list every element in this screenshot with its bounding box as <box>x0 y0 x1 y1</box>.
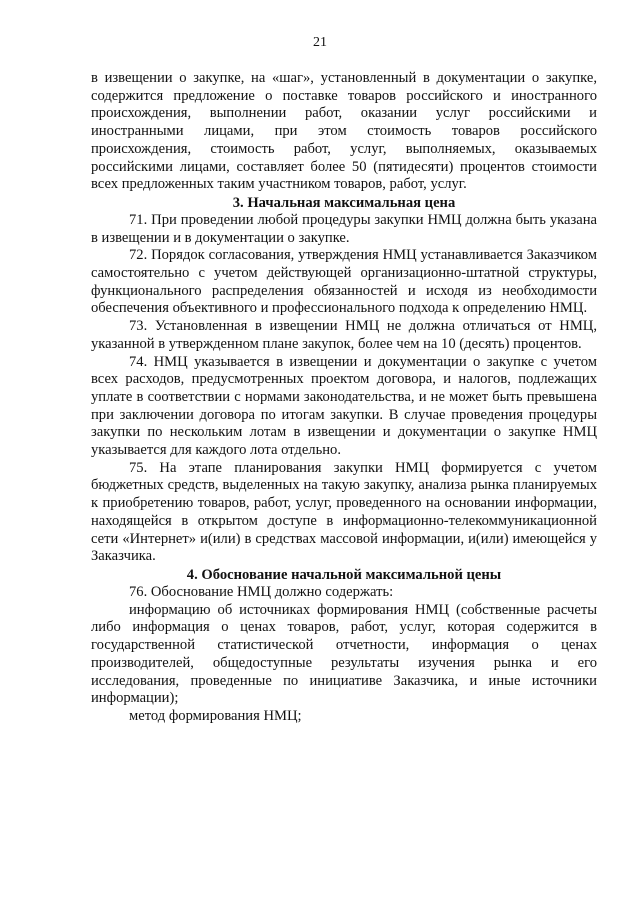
page-number: 21 <box>313 35 327 50</box>
paragraph-71: 71. При проведении любой процедуры закупки НМЦ должна быть указана в извещении и в документации о закупке. <box>91 211 597 246</box>
section-4-heading: 4. Обоснование начальной максимальной цены <box>186 566 502 583</box>
list-item-sources: информацию об источниках формирования НМЦ (собственные расчеты либо информация о ценах товаров, работ, услуг, которая содержится в государственной статистической отчетности, информация о ценах производителей, общедоступные результаты изучения рынка и его исследования, проведенные по инициативе Заказчика, и иные источники информации); <box>91 601 597 707</box>
section-3-heading: 3. Начальная максимальная цена <box>232 194 456 211</box>
paragraph-75: 75. На этапе планирования закупки НМЦ формируется с учетом бюджетных средств, выделенных на такую закупку, анализа рынка планируемых к приобретению товаров, работ, услуг, проведенного на основании информации, находящейся в открытом доступе в информационно-телекоммуникационной сети «Интернет» и(или) в средствах массовой информации, и(или) имеющейся у Заказчика. <box>91 459 597 565</box>
paragraph-73: 73. Установленная в извещении НМЦ не должна отличаться от НМЦ, указанной в утвержденном плане закупок, более чем на 10 (десять) процентов. <box>91 318 597 352</box>
document-body <box>91 70 597 726</box>
list-item-method: метод формирования НМЦ; <box>129 707 302 724</box>
paragraph-72: 72. Порядок согласования, утверждения НМЦ устанавливается Заказчиком самостоятельно с учетом действующей организационно-штатной структуры, функционального распределения обязанностей и исходя из необходимости обеспечения объективного и профессионального подхода к определению НМЦ. <box>91 247 597 317</box>
intro-paragraph: в извещении о закупке, на «шаг», установленный в документации о закупке, содержится предложение о поставке товаров российского и иностранного происхождения, выполнении работ, оказании услуг российскими и иностранными лицами, при этом стоимость товаров российского происхождения, стоимость работ, услуг, выполняемых, оказываемых российскими лицами, составляет более 50 (пятидесяти) процентов стоимости всех предложенных таким участником товаров, работ, услуг. <box>91 70 597 193</box>
paragraph-76: 76. Обоснование НМЦ должно содержать: <box>129 583 394 600</box>
paragraph-74: 74. НМЦ указывается в извещении и документации о закупке с учетом всех расходов, предусмотренных проектом договора, и налогов, подлежащих уплате в соответствии с нормами законодательства, и не может быть превышена при заключении договора по итогам закупки. В случае проведения процедуры закупки по нескольким лотам в извещении и документации о закупке НМЦ указывается для каждого лота отдельно. <box>91 353 597 459</box>
